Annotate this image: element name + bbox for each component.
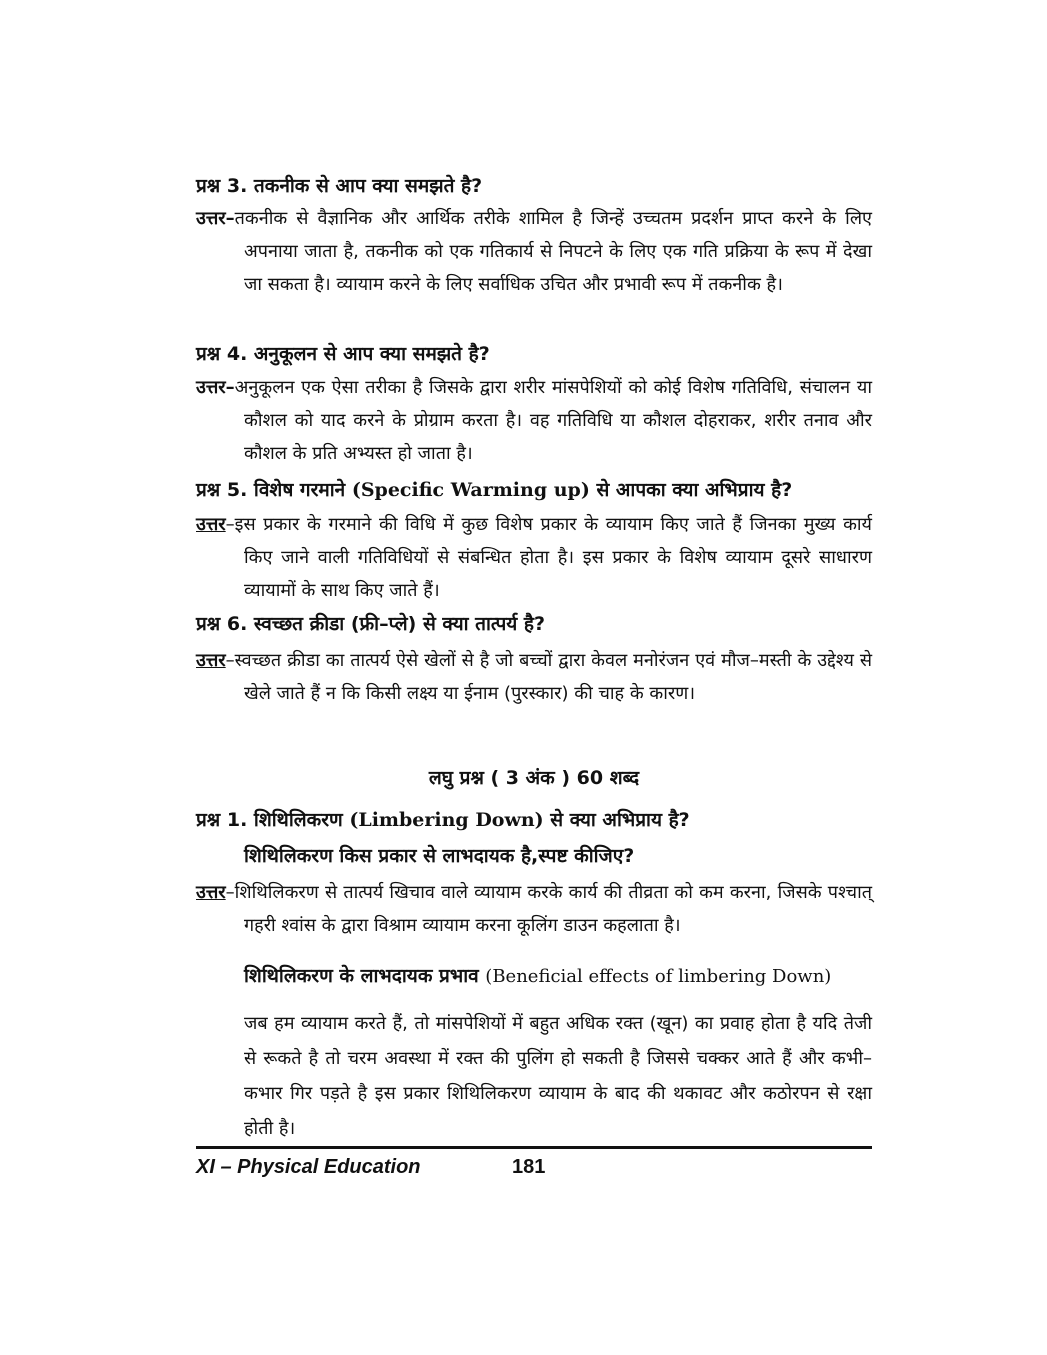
answer-5-text: –इस प्रकार के गरमाने की विधि में कुछ विशेष प्रकार के व्यायाम किए जाते हैं जिनका मुख्य कार्य किए जाने वाली गतिविधियों से संबन्धित होता है। इस प्रकार के विशेष व्यायाम दूसरे साधारण व्यायामों के साथ किए जाते हैं।	[225, 514, 872, 601]
answer-6-text: –स्वच्छत क्रीडा का तात्पर्य ऐसे खेलों से है जो बच्चों द्वारा केवल मनोरंजन एवं मौज–मस्ती के उद्देश्य से खेले जाते हैं न कि किसी लक्ष्य या ईनाम (पुरस्कार) की चाह के कारण।	[225, 650, 872, 704]
question-5	[196, 476, 876, 504]
question-4: प्रश्न 4. अनुकूलन से आप क्या समझते है?	[196, 343, 490, 365]
footer-rule	[196, 1146, 872, 1149]
answer-3-text: तकनीक से वैज्ञानिक और आर्थिक तरीके शामिल है जिन्हें उच्चतम प्रदर्शन प्राप्त करने के लिए अपनाया जाता है, तकनीक को एक गतिकार्य से निपटने के लिए एक गति प्रक्रिया के रूप में देखा जा सकता है। व्यायाम करने के लिए सर्वाधिक उचित और प्रभावी रूप में तकनीक है।	[234, 208, 872, 295]
question-3: प्रश्न 3. तकनीक से आप क्या समझते है?	[196, 175, 483, 197]
answer-6	[196, 644, 872, 710]
section-heading: लघु प्रश्न ( 3 अंक ) 60 शब्द	[428, 767, 640, 789]
benefits-paragraph: जब हम व्यायाम करते हैं, तो मांसपेशियों में बहुत अधिक रक्त (खून) का प्रवाह होता है यदि तेजी से रूकते है तो चरम अवस्था में रक्त की पुलिंग हो सकती है जिससे चक्कर आते हैं और कभी–कभार गिर पड़ते है इस प्रकार शिथिलिकरण व्यायाम के बाद की थकावट और कठोरपन से रक्षा होती है।	[244, 1013, 872, 1139]
answer-label: उत्तर	[196, 650, 226, 671]
benefits-heading	[244, 962, 884, 991]
answer-5	[196, 508, 872, 607]
footer-title: XI – Physical Education	[196, 1156, 421, 1178]
short-answer-1-text: –शिथिलिकरण से तात्पर्य खिचाव वाले व्यायाम करके कार्य की तीव्रता को कम करना, जिसके पश्चात् गहरी श्वांस के द्वारा विश्राम व्यायाम करना कूलिंग डाउन कहलाता है।	[225, 882, 872, 936]
question-5-hindi-end: से आपका क्या अभिप्राय है?	[589, 479, 793, 501]
answer-label: उत्तर	[196, 514, 226, 535]
answer-label: उत्तर	[196, 882, 226, 903]
short-question-1-english: (Limbering Down)	[349, 809, 544, 831]
short-question-1-hindi: प्रश्न 1. शिथिलिकरण	[196, 809, 350, 831]
answer-3	[196, 202, 872, 301]
answer-label: उत्तर–	[196, 377, 235, 398]
short-question-1-hindi-end: से क्या अभिप्राय है?	[543, 809, 690, 831]
short-answer-1	[196, 876, 872, 942]
question-5-hindi: प्रश्न 5. विशेष गरमाने	[196, 479, 352, 501]
question-6: प्रश्न 6. स्वच्छत क्रीडा (फ्री–प्ले) से क्या तात्पर्य है?	[196, 613, 545, 635]
benefits-heading-hindi: शिथिलिकरण के लाभदायक प्रभाव	[244, 965, 486, 987]
answer-label: उत्तर–	[196, 208, 235, 229]
question-5-english: (Specific Warming up)	[351, 479, 590, 501]
benefits-heading-english: (Beneficial effects of limbering Down)	[485, 966, 832, 987]
answer-4-text: अनुकूलन एक ऐसा तरीका है जिसके द्वारा शरीर मांसपेशियों को कोई विशेष गतिविधि, संचालन या कौशल को याद करने के प्रोग्राम करता है। वह गतिविधि या कौशल दोहराकर, शरीर तनाव और कौशल के प्रति अभ्यस्त हो जाता है।	[234, 377, 872, 464]
page-number: 181	[512, 1156, 546, 1178]
short-question-1	[196, 806, 876, 834]
short-question-1-line2: शिथिलिकरण किस प्रकार से लाभदायक है,स्पष्ट कीजिए?	[244, 845, 635, 867]
answer-4	[196, 371, 872, 470]
